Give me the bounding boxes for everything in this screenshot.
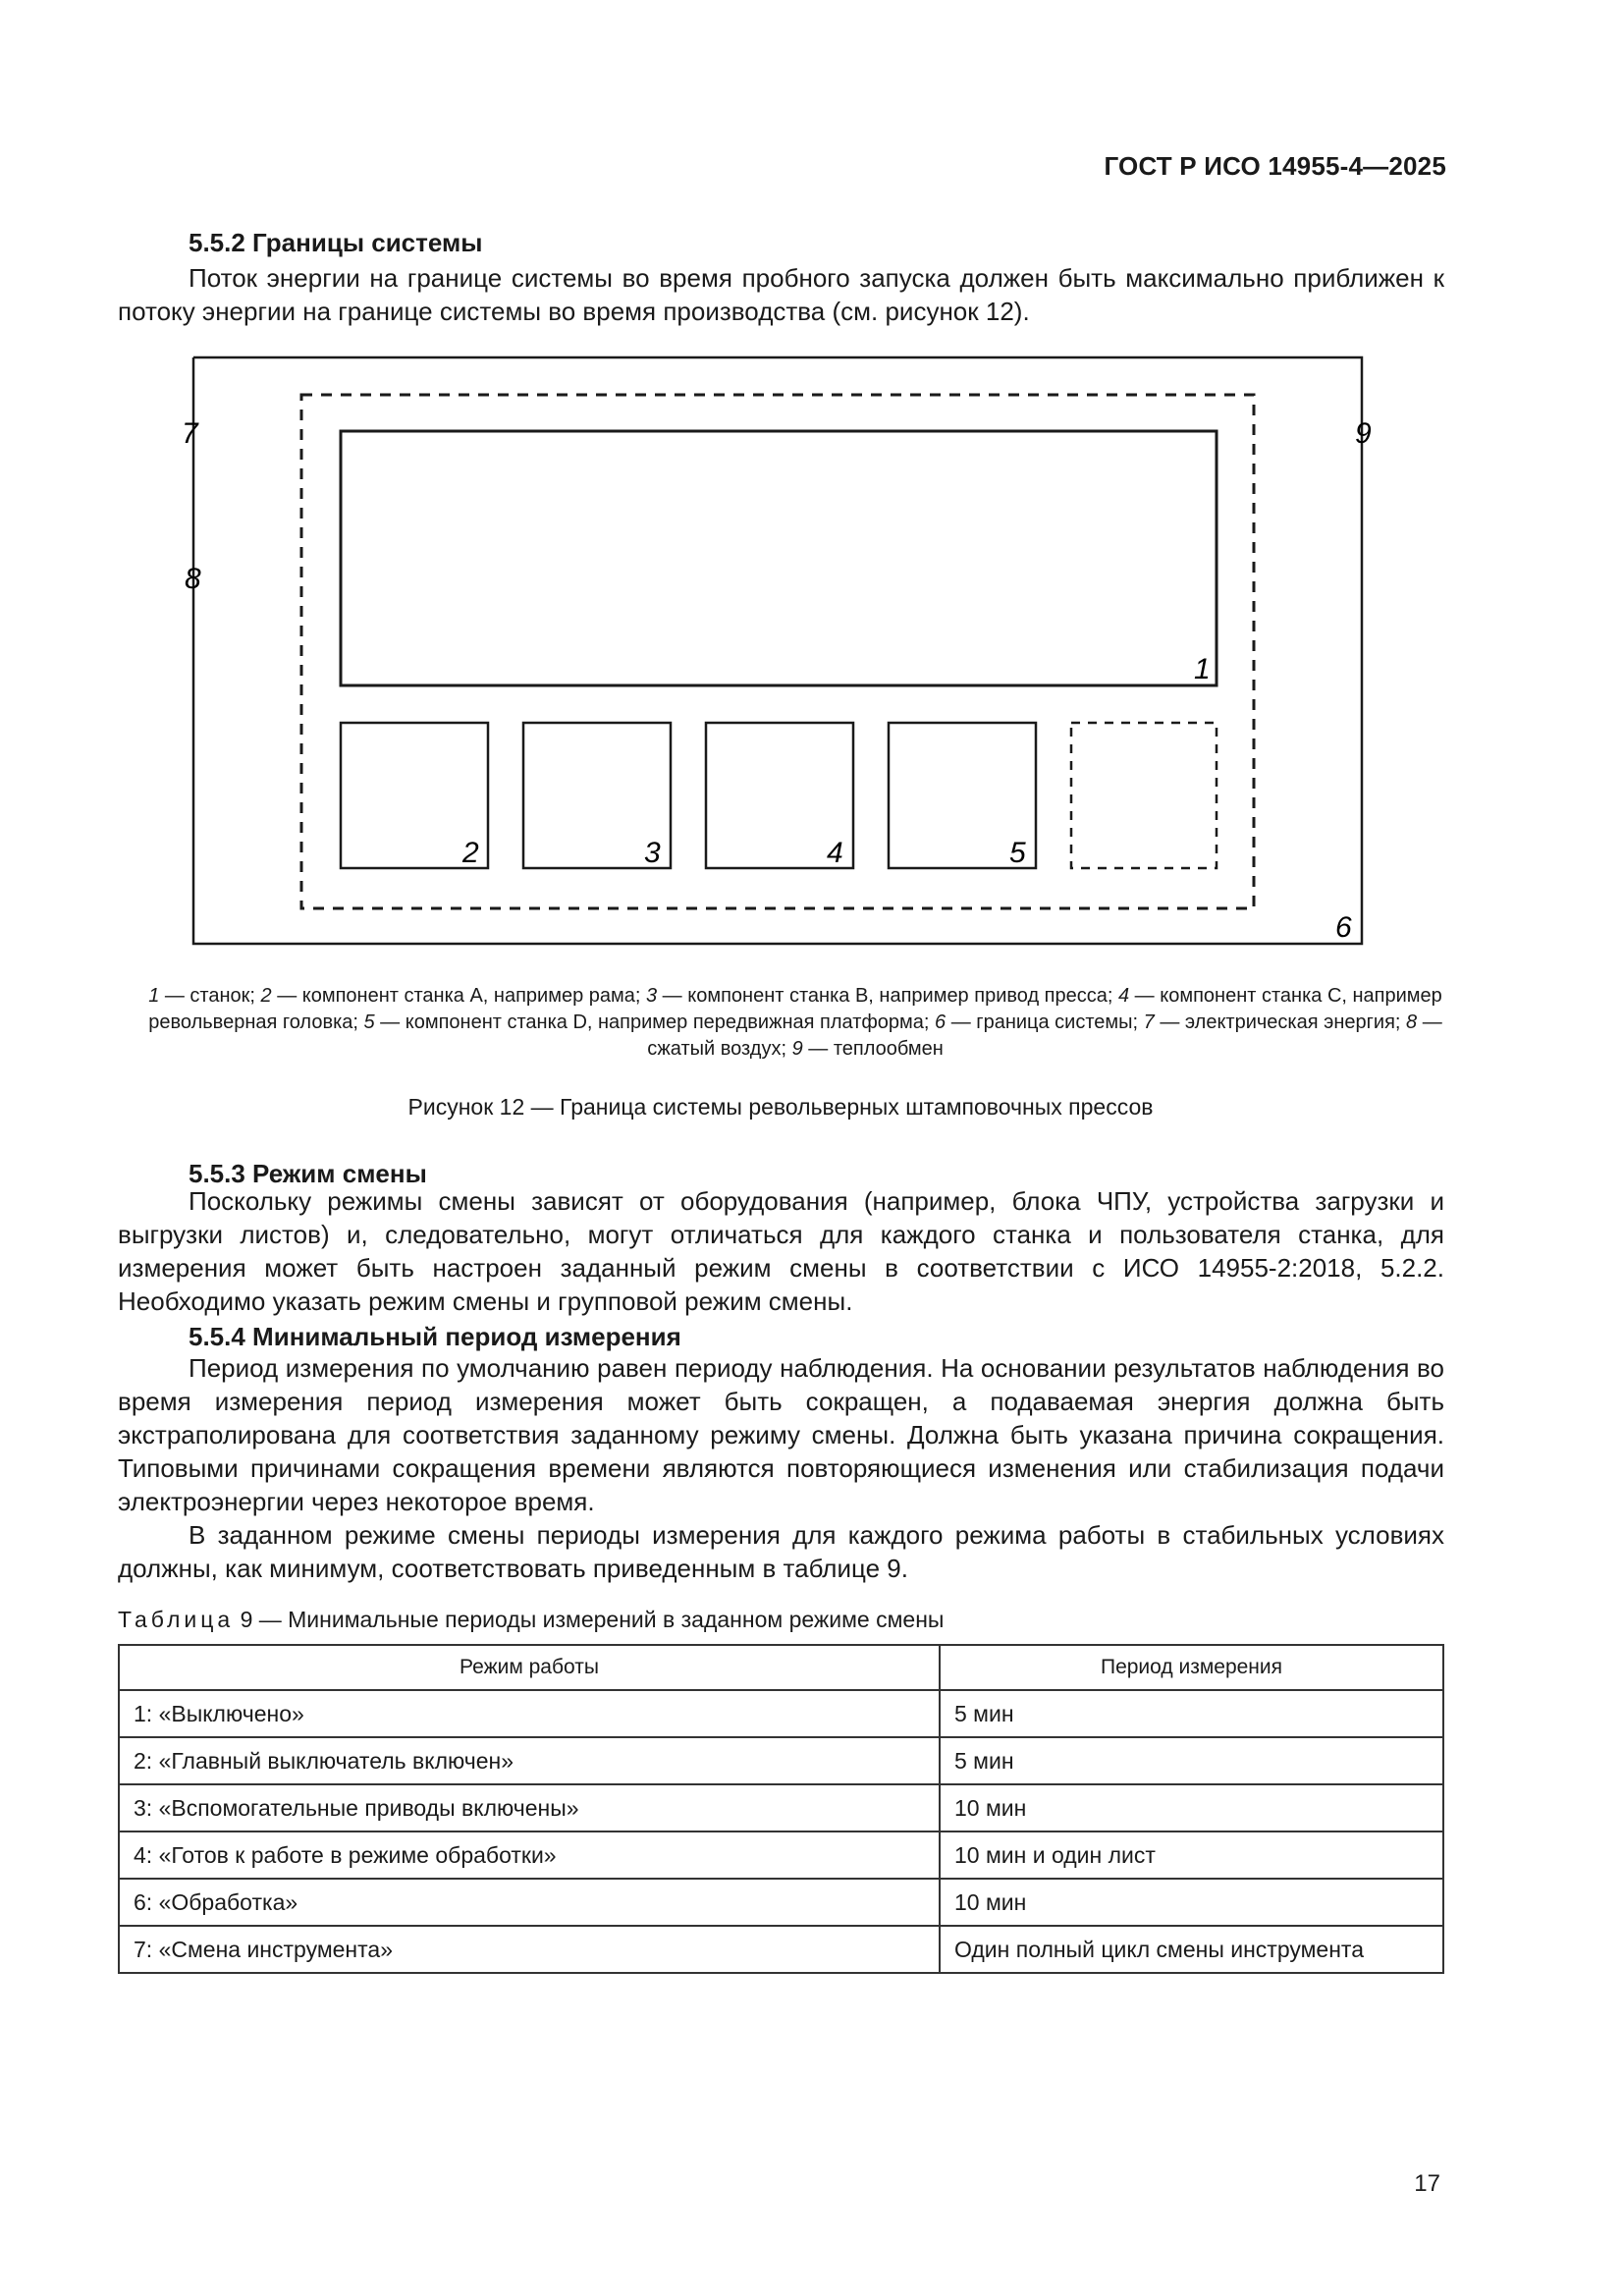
section-552-paragraph [118, 261, 1444, 328]
section-553-paragraph [118, 1184, 1444, 1318]
label-4: 4 [827, 837, 843, 869]
legend-item: 4 — компонент станка С, например револьверная головка; [148, 985, 1442, 1033]
section-552-text: Поток энергии на границе системы во время пробного запуска должен быть максимально приближен к потоку энергии на границе системы во время производства (см. рисунок 12). [118, 263, 1444, 326]
table-caption-prefix: Таблица [118, 1607, 235, 1632]
column-header: Режим работы [119, 1645, 940, 1690]
label-5: 5 [1009, 837, 1026, 869]
section-552-title: 5.5.2 Границы системы [189, 228, 483, 257]
table-cell: 7: «Смена инструмента» [119, 1926, 940, 1973]
figure-caption: Рисунок 12 — Граница системы револьверных штамповочных прессов [407, 1094, 1154, 1120]
table-cell: 1: «Выключено» [119, 1690, 940, 1737]
legend-item: 8 — сжатый воздух; [647, 1011, 1442, 1060]
machine-box-1 [341, 431, 1217, 685]
document-header: ГОСТ Р ИСО 14955-4—2025 [1104, 151, 1446, 181]
component-box-optional [1071, 723, 1217, 868]
legend-item: 7 — электрическая энергия; [1143, 1011, 1407, 1033]
table-row [119, 1737, 1443, 1784]
machine-boundary-dashed [301, 395, 1254, 908]
table-cell: Один полный цикл смены инструмента [940, 1926, 1443, 1973]
table-cell: 5 мин [940, 1737, 1443, 1784]
legend-item: 9 — теплообмен [791, 1038, 944, 1060]
section-554-text-1: Период измерения по умолчанию равен периоду наблюдения. На основании результатов наблюдения во время измерения период измерения может быть сокращен, а подаваемая энергия должна быть экстраполирована для соответствия заданному режиму смены. Должна быть указана причина сокращения. Типовыми причинами сокращения времени являются повторяющиеся изменения или стабилизация подачи электроэнергии через некоторое время. [118, 1353, 1444, 1516]
table-row [119, 1784, 1443, 1831]
table-cell: 10 мин [940, 1784, 1443, 1831]
section-554-paragraph-1 [118, 1351, 1444, 1518]
section-554-text-2: В заданном режиме смены периоды измерения для каждого режима работы в стабильных условиях должны, как минимум, соответствовать приведенным в таблице 9. [118, 1520, 1444, 1583]
table-header-row [119, 1645, 1443, 1690]
label-2: 2 [462, 837, 479, 869]
table-row [119, 1831, 1443, 1879]
legend-item: 2 — компонент станка А, например рама; [260, 985, 646, 1007]
section-554-paragraph-2 [118, 1518, 1444, 1585]
table-cell: 10 мин и один лист [940, 1831, 1443, 1879]
table-row [119, 1690, 1443, 1737]
legend-item: 6 — граница системы; [935, 1011, 1144, 1033]
legend-item: 3 — компонент станка В, например привод пресса; [646, 985, 1118, 1007]
table-cell: 2: «Главный выключатель включен» [119, 1737, 940, 1784]
system-boundary-line [193, 357, 1362, 944]
table-cell: 6: «Обработка» [119, 1879, 940, 1926]
table-9 [118, 1644, 1444, 1974]
table-row [119, 1879, 1443, 1926]
figure-legend [147, 983, 1443, 1063]
table-cell: 3: «Вспомогательные приводы включены» [119, 1784, 940, 1831]
label-3: 3 [644, 837, 661, 869]
label-1: 1 [1194, 653, 1211, 685]
table-caption-text: 9 — Минимальные периоды измерений в заданном режиме смены [234, 1607, 945, 1632]
label-8: 8 [185, 563, 201, 595]
label-9: 9 [1355, 417, 1372, 450]
table-cell: 5 мин [940, 1690, 1443, 1737]
figure-12-diagram [182, 351, 1389, 957]
column-header: Период измерения [940, 1645, 1443, 1690]
table-row [119, 1926, 1443, 1973]
section-553-text: Поскольку режимы смены зависят от оборудования (например, блока ЧПУ, устройства загрузки и выгрузки листов) и, следовательно, могут отличаться для каждого станка и пользователя станка, для измерения может быть настроен заданный режим смены в соответствии с ИСО 14955-2:2018, 5.2.2. Необходимо указать режим смены и групповой режим смены. [118, 1186, 1444, 1316]
page-number: 17 [1414, 2170, 1440, 2197]
label-6: 6 [1335, 911, 1352, 944]
legend-item: 5 — компонент станка D, например передвижная платформа; [363, 1011, 936, 1033]
label-7: 7 [182, 417, 198, 450]
table-caption [118, 1607, 944, 1633]
table-cell: 10 мин [940, 1879, 1443, 1926]
legend-item: 1 — станок; [148, 985, 261, 1007]
table-cell: 4: «Готов к работе в режиме обработки» [119, 1831, 940, 1879]
section-553-title: 5.5.3 Режим смены [189, 1159, 427, 1188]
section-554-title: 5.5.4 Минимальный период измерения [189, 1322, 681, 1351]
